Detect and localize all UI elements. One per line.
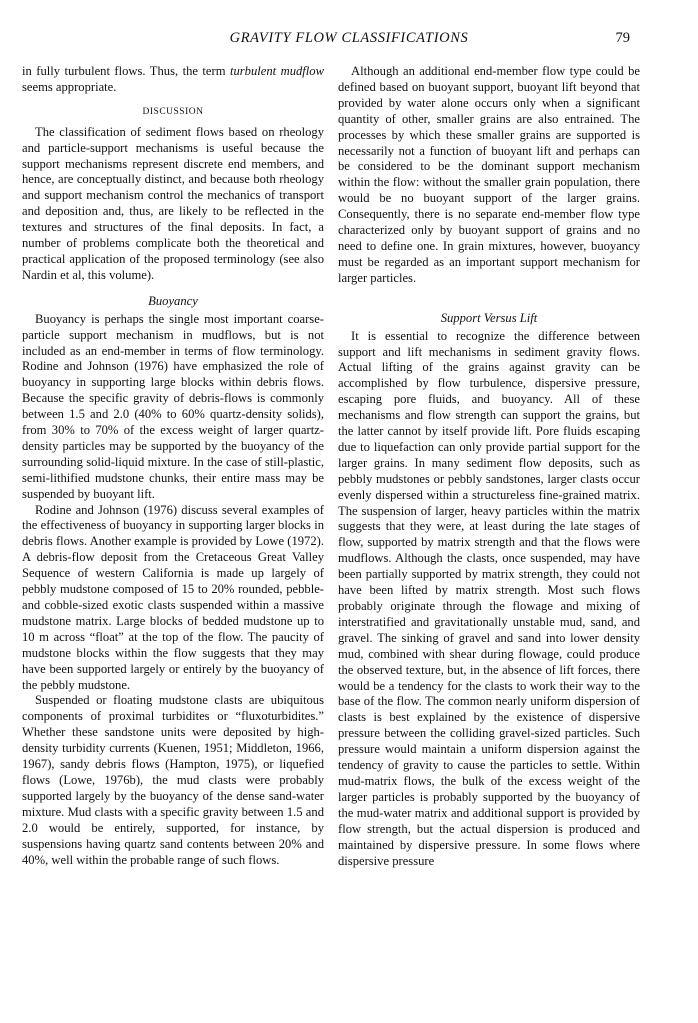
page-number: 79 (615, 30, 630, 46)
running-title: GRAVITY FLOW CLASSIFICATIONS (229, 30, 469, 46)
left-column (22, 64, 324, 868)
page-header (0, 30, 698, 50)
opening-term: turbulent mudflow (229, 64, 324, 78)
right-column (338, 64, 640, 869)
buoyancy-heading: Buoyancy (148, 293, 198, 308)
opening-text-end: seems appropriate. (22, 79, 117, 94)
support-versus-lift-paragraph: It is essential to recognize the difference between support and lift mechanisms in sediment gravity flows. Actual lifting of the grains against gravity can be accomplished by flow turbulence, dispersive pressure, escaping pore fluids, and buoyancy. All of these mechanisms and flow strength can support the grains, but the latter cannot by itself provide lift. Pore fluids escaping due to liquefaction can only provide partial support for the larger grains. In many sediment flow deposits, such as pebbly mudstones or pebbly sandstones, larger clasts occur evenly dispersed within a structureless fine-grained matrix. The suspension of larger, heavy particles within the matrix suggests that they were, at least during the late stages of flow, supported by matrix strength and that the flows were mudflows. Although the clasts, once suspended, may have been partially supported by matrix strength, they could not have been lifted by matrix strength. Most such flows probably originate through the flowage and mixing of interstratified and gravitationally unstable mud, sand, and gravel. The sinking of gravel and sand into lower density mud, combined with shear during flowage, could produce the observed texture, but, in the absence of lift forces, there would be a tendency for the clasts to work their way to the base of the flow. The common nearly uniform dispersion of clasts is best explained by the existence of dispersive pressure between the colliding gravel-sized particles. Such pressure would maintain a uniform dispersion against the tendency of gravity to cause the particles to settle. Within mud-matrix flows, the bulk of the excess weight of the larger particles is probably supported by the buoyancy of the mud-water matrix and additional support is provided by flow strength, but the actual dispersion is produced and maintained by dispersive pressure. In some flows where dispersive pressure (338, 328, 640, 868)
buoyancy-paragraph-1: Buoyancy is perhaps the single most important coarse-particle support mechanism in mudflows, but is not included as an end-member in terms of flow terminology. Rodine and Johnson (1976) have emphasized the role of buoyancy in supporting large blocks within debris flows. Because the specific gravity of debris-flows is commonly between 1.5 and 2.0 (40% to 60% quartz-density solids), from 30% to 70% of the excess weight of larger quartz-density particles may be supported by the buoyancy of the surrounding solid-liquid mixture. In the case of still-plastic, semi-lithified mudstone chunks, their entire mass may be suspended by buoyant lift. (22, 311, 324, 501)
support-versus-lift-heading: Support Versus Lift (440, 310, 538, 325)
buoyant-support-paragraph: Although an additional end-member flow type could be defined based on buoyant support, buoyant lift beyond that provided by water alone occurs only when a significant quantity of other, smaller grains are also entrained. The processes by which these smaller grains are supported is necessarily not a function of buoyant lift and perhaps can be considered to be the dominant support mechanism within the flow: without the smaller grain population, there would be no buoyant support of the larger grains. Consequently, there is no separate end-member flow type characterized only by buoyant support of grains and no need to define one. In grain mixtures, however, buoyancy must be regarded as an important support mechanism for larger particles. (338, 64, 640, 285)
buoyancy-paragraph-2: Rodine and Johnson (1976) discuss several examples of the effectiveness of buoyancy in supporting larger blocks in debris flows. Another example is provided by Lowe (1972). A debris-flow deposit from the Cretaceous Great Valley Sequence of western California is made up largely of pebbly mudstone composed of 15 to 20% rounded, pebble- and cobble-sized exotic clasts suspended within a massive mudstone matrix. Large blocks of bedded mudstone up to 10 m across “float” at the top of the flow. The paucity of mudstone blocks within the flow suggests that they may have been supported largely or entirely by the buoyancy of the pebbly mudstone. (22, 502, 324, 692)
discussion-heading: DISCUSSION (142, 106, 204, 117)
opening-text-start: in fully turbulent flows. Thus, the term (22, 64, 230, 78)
opening-paragraph (22, 64, 324, 96)
discussion-paragraph: The classification of sediment flows based on rheology and particle-support mechanisms is useful because the support mechanisms represent discrete end members, and hence, are conceptually distinct, and because both rheology and support mechanism control the mechanics of transport and deposition and, thus, are likely to be reflected in the textures and structures of the final deposits. In fact, a number of problems complicate both the theoretical and practical application of the proposed terminology (see also Nardin et al, this volume). (22, 124, 324, 282)
section-gap (338, 287, 640, 301)
buoyancy-paragraph-3: Suspended or floating mudstone clasts are ubiquitous components of proximal turbidites or “fluxoturbidites.” Whether these sandstone units were deposited by high-density turbidity currents (Kuenen, 1951; Middleton, 1966, 1967), sandy debris flows (Hampton, 1975), or liquefied flows (Lowe, 1976b), the mud clasts were probably supported largely by the buoyancy of the dense sand-water mixture. Mud clasts with a specific gravity between 1.5 and 2.0 would be entirely, supported, for instance, by suspensions having quartz sand contents between 20% and 40%, well within the probable range of such flows. (22, 693, 324, 867)
